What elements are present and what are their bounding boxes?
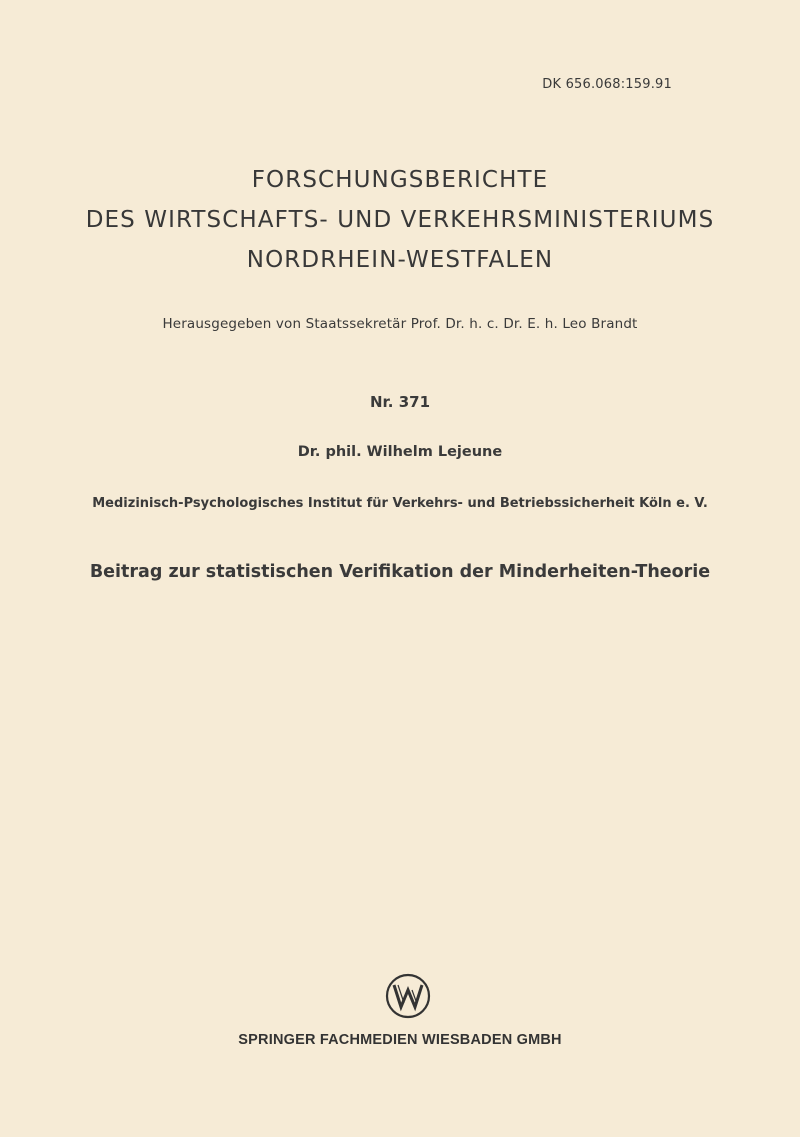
- classification-code: DK 656.068:159.91: [542, 77, 672, 92]
- publisher-name: SPRINGER FACHMEDIEN WIESBADEN GMBH: [238, 1032, 562, 1048]
- report-title: Beitrag zur statistischen Verifikation der Minderheiten-Theorie: [89, 562, 711, 582]
- institute-name: Medizinisch-Psychologisches Institut für Verkehrs- und Betriebssicherheit Köln e. V.: [92, 496, 708, 511]
- springer-w-logo-icon: [385, 973, 431, 1019]
- series-line-2: DES WIRTSCHAFTS- UND VERKEHRSMINISTERIUMS: [85, 207, 715, 233]
- editor-line: Herausgegeben von Staatssekretär Prof. Dr. h. c. Dr. E. h. Leo Brandt: [162, 316, 638, 332]
- author-name: Dr. phil. Wilhelm Lejeune: [297, 444, 503, 460]
- report-number: Nr. 371: [369, 393, 431, 411]
- series-line-1: FORSCHUNGSBERICHTE: [251, 167, 549, 193]
- series-line-3: NORDRHEIN-WESTFALEN: [246, 247, 554, 273]
- series-title: [0, 160, 800, 280]
